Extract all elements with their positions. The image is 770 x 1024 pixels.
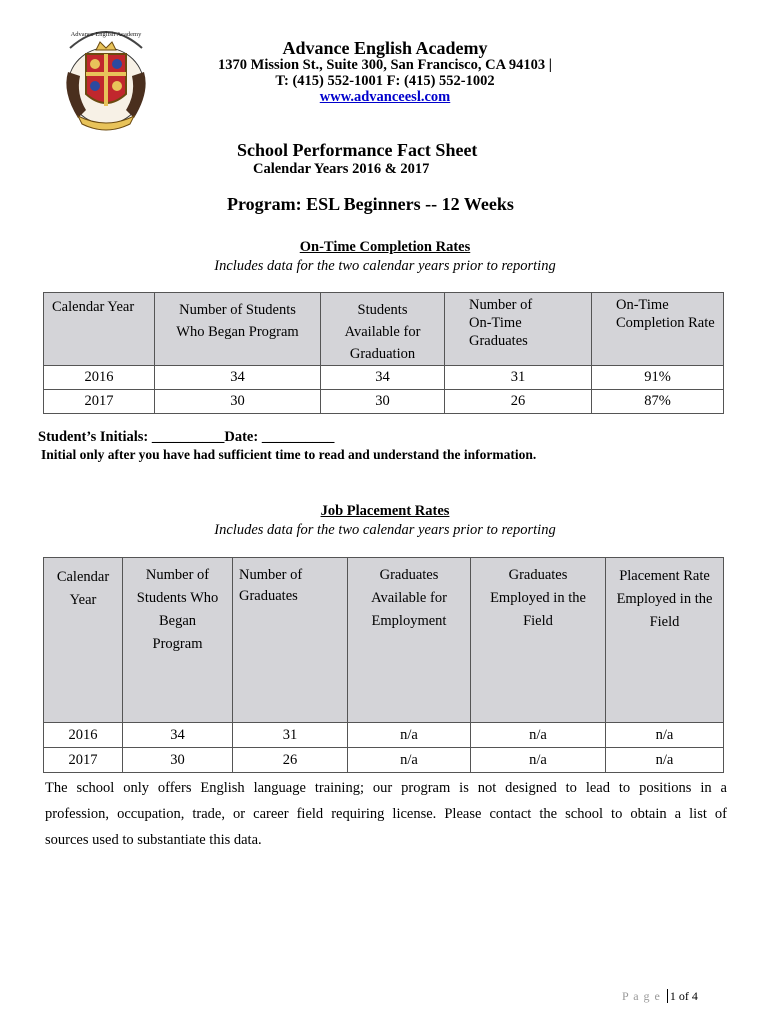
disclaimer-line: The school only offers English language training; our program is not designed to lead to positions in a [45, 780, 727, 796]
school-website-link[interactable]: www.advanceesl.com [319, 89, 451, 105]
school-name: Advance English Academy [282, 38, 488, 58]
completion-note: Includes data for the two calendar years prior to reporting [214, 258, 556, 274]
completion-heading: On-Time Completion Rates [299, 239, 471, 255]
cell-graduates: 26 [233, 748, 348, 773]
school-phone-fax: T: (415) 552-1001 F: (415) 552-1002 [275, 73, 495, 89]
cell-began: 30 [155, 390, 321, 414]
placement-heading: Job Placement Rates [320, 503, 450, 519]
cell-graduates: 31 [445, 366, 592, 390]
cell-available: n/a [348, 748, 471, 773]
cell-year: 2016 [44, 366, 155, 390]
cell-rate: 87% [592, 390, 724, 414]
col-available-employment: Graduates Available for Employment [348, 558, 471, 723]
placement-table [43, 557, 724, 773]
col-students-began: Number of Students Who Began Program [155, 293, 321, 366]
cell-year: 2017 [44, 390, 155, 414]
completion-header-row [44, 293, 724, 366]
cell-year: 2017 [44, 748, 123, 773]
col-placement-rate: Placement Rate Employed in the Field [606, 558, 724, 723]
placement-note: Includes data for the two calendar years prior to reporting [214, 522, 556, 538]
cell-year: 2016 [44, 723, 123, 748]
col-students-began: Number of Students Who Began Program [123, 558, 233, 723]
cell-available: 30 [321, 390, 445, 414]
program-title: Program: ESL Beginners -- 12 Weeks [227, 194, 514, 214]
disclaimer-paragraph [45, 775, 727, 853]
crest-ribbon-text: Advance English Academy [70, 31, 142, 38]
table-row [44, 366, 724, 390]
cell-available: 34 [321, 366, 445, 390]
page-number: 1 of 4 [667, 989, 698, 1003]
col-graduates: Number of Graduates [233, 558, 348, 723]
col-calendar-year: Calendar Year [44, 558, 123, 723]
cell-employed: n/a [471, 723, 606, 748]
cell-began: 34 [123, 723, 233, 748]
cell-graduates: 31 [233, 723, 348, 748]
cell-rate: n/a [606, 723, 724, 748]
cell-began: 30 [123, 748, 233, 773]
disclaimer-line: sources used to substantiate this data. [45, 832, 262, 848]
initials-note: Initial only after you have had sufficient time to read and understand the information. [41, 447, 537, 462]
academy-crest-logo [56, 14, 156, 134]
table-row [44, 723, 724, 748]
cell-graduates: 26 [445, 390, 592, 414]
page-footer [622, 989, 698, 1004]
table-row [44, 390, 724, 414]
cell-rate: 91% [592, 366, 724, 390]
col-employed-field: Graduates Employed in the Field [471, 558, 606, 723]
school-address: 1370 Mission St., Suite 300, San Francisco, CA 94103 | [218, 57, 552, 73]
page-label: P a g e [622, 989, 661, 1003]
disclaimer-line: profession, occupation, trade, or career field requiring license. Please contact the school to obtain a list of [45, 806, 727, 822]
col-ontime-graduates: Number of On-Time Graduates [445, 293, 592, 366]
placement-header-row [44, 558, 724, 723]
page-subtitle: Calendar Years 2016 & 2017 [253, 161, 430, 177]
cell-rate: n/a [606, 748, 724, 773]
cell-available: n/a [348, 723, 471, 748]
completion-table [43, 292, 724, 414]
col-completion-rate: On-Time Completion Rate [592, 293, 724, 366]
page-title: School Performance Fact Sheet [237, 140, 478, 160]
cell-began: 34 [155, 366, 321, 390]
col-students-available: Students Available for Graduation [321, 293, 445, 366]
table-row [44, 748, 724, 773]
cell-employed: n/a [471, 748, 606, 773]
initials-date-line: Student’s Initials: __________Date: __________ [38, 429, 335, 445]
col-calendar-year: Calendar Year [44, 293, 155, 366]
